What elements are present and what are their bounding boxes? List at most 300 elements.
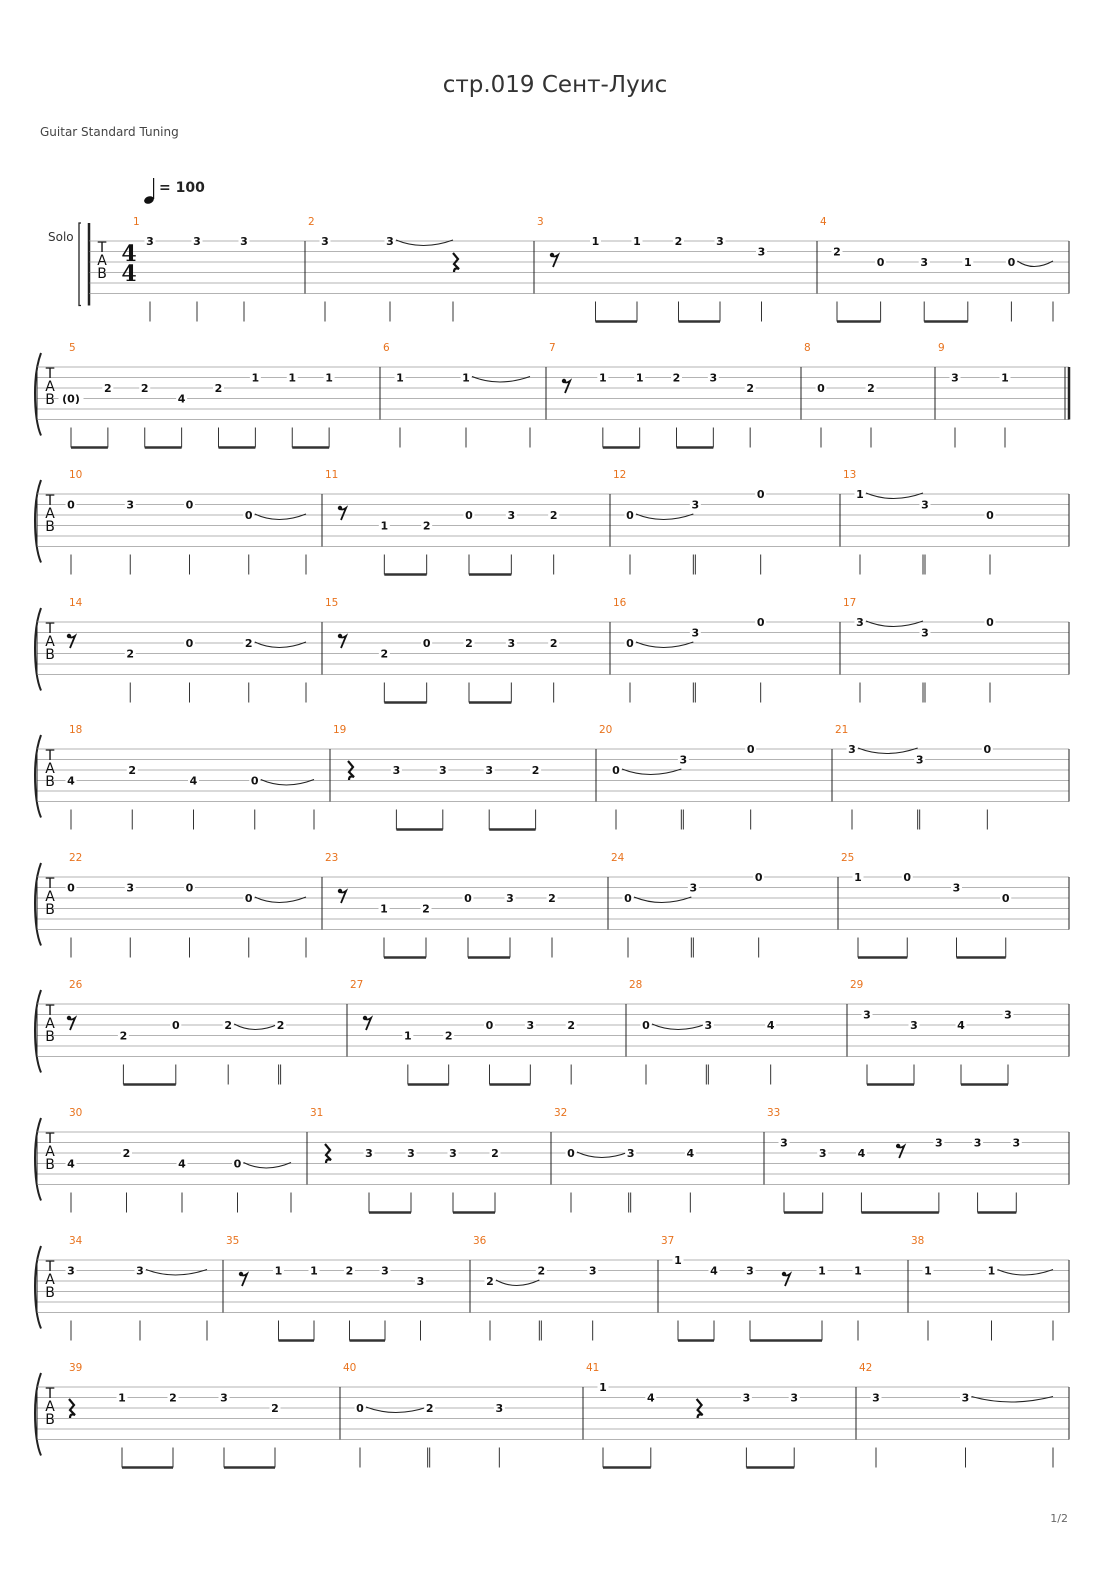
tab-letter-b: B — [97, 266, 107, 282]
eighth-rest-dot — [67, 634, 71, 638]
measure-number: 42 — [859, 1362, 873, 1374]
fret-number: 3 — [780, 1136, 788, 1150]
tab-letter-t: T — [45, 1259, 55, 1275]
fret-number: 3 — [915, 753, 924, 767]
fret-number: 3 — [485, 764, 494, 777]
fret-number: 1 — [591, 235, 600, 248]
fret-number: 0 — [356, 1402, 364, 1415]
fret-number: 2 — [548, 892, 556, 905]
fret-number: 1 — [310, 1264, 318, 1278]
measure-19 — [333, 724, 541, 830]
fret-number: 3 — [365, 1147, 373, 1160]
tab-letter-b: B — [45, 1285, 55, 1301]
fret-number: 1 — [818, 1264, 826, 1278]
fret-number: 2 — [122, 1147, 131, 1160]
fret-number: 3 — [689, 881, 698, 895]
measure-20 — [599, 724, 756, 830]
system-brace — [35, 1118, 41, 1201]
fret-number: 3 — [416, 1275, 425, 1288]
fret-number: 1 — [854, 1264, 862, 1278]
tab-system-9 — [35, 1235, 1069, 1341]
measure-30 — [66, 1107, 292, 1213]
tab-letter-b: B — [45, 1412, 55, 1428]
measure-3 — [537, 216, 767, 322]
fret-number: 3 — [126, 881, 135, 895]
system-bracket — [79, 223, 81, 306]
fret-number: 1 — [924, 1264, 932, 1278]
eighth-rest-dot — [562, 379, 566, 383]
fret-number: 2 — [422, 902, 430, 916]
fret-number: 3 — [386, 235, 394, 248]
tab-letter-a: A — [45, 1399, 55, 1415]
fret-number: 2 — [486, 1275, 494, 1288]
measure-number: 16 — [613, 597, 627, 609]
tab-letter-a: A — [45, 1272, 55, 1288]
fret-number: 2 — [128, 764, 137, 777]
measure-number: 25 — [841, 852, 855, 864]
measure-number: 40 — [343, 1362, 357, 1374]
fret-number: 0 — [756, 488, 765, 501]
measure-8 — [804, 342, 877, 448]
system-brace — [35, 1373, 41, 1456]
fret-number: 0 — [746, 743, 755, 756]
system-brace — [35, 480, 41, 563]
fret-number: 0 — [465, 509, 473, 522]
fret-number: 1 — [987, 1264, 996, 1278]
fret-number: 0 — [903, 871, 912, 884]
fret-number: 4 — [646, 1391, 655, 1405]
tab-letter-a: A — [45, 506, 55, 522]
measure-number: 11 — [325, 469, 339, 481]
fret-number: 0 — [464, 892, 472, 905]
fret-number: 3 — [716, 235, 724, 248]
measure-5 — [59, 342, 335, 448]
tab-system-1 — [79, 216, 1069, 322]
measure-number: 39 — [69, 1362, 83, 1374]
fret-number: 2 — [345, 1264, 354, 1278]
measure-1 — [133, 216, 250, 322]
fret-number: 3 — [381, 1264, 389, 1278]
fret-number: 2 — [746, 382, 754, 395]
fret-number: 2 — [672, 371, 681, 385]
fret-number: 2 — [867, 382, 875, 395]
fret-number: 2 — [104, 382, 112, 395]
fret-number: 2 — [549, 637, 558, 650]
time-signature-top: 4 — [121, 241, 137, 267]
fret-number: 0 — [876, 256, 885, 269]
fret-number: 3 — [910, 1019, 918, 1032]
fret-number: 4 — [189, 774, 198, 788]
fret-number: 2 — [169, 1391, 177, 1405]
fret-number: 1 — [325, 371, 333, 385]
fret-number: 3 — [742, 1391, 751, 1405]
fret-number: (0) — [62, 392, 80, 406]
fret-number: 2 — [567, 1019, 575, 1032]
fret-number: 1 — [288, 371, 297, 385]
measure-40 — [343, 1362, 505, 1468]
fret-number: 0 — [626, 509, 634, 522]
tab-letter-b: B — [45, 774, 55, 790]
fret-number: 3 — [921, 626, 929, 640]
tab-letter-a: A — [45, 1144, 55, 1160]
tab-letter-a: A — [45, 889, 55, 905]
measure-22 — [66, 852, 307, 958]
tab-letter-t: T — [45, 876, 55, 892]
eighth-rest-dot — [550, 253, 554, 257]
measure-12 — [613, 469, 766, 575]
fret-number: 3 — [920, 256, 929, 269]
fret-number: 1 — [404, 1029, 412, 1043]
fret-number: 0 — [244, 509, 253, 522]
fret-number: 1 — [462, 371, 470, 385]
tab-system-7 — [35, 979, 1069, 1085]
measure-4 — [820, 216, 1053, 322]
tab-system-10 — [35, 1362, 1069, 1468]
fret-number: 2 — [444, 1029, 453, 1043]
fret-number: 3 — [67, 1264, 75, 1278]
tab-system-5 — [35, 724, 1069, 830]
fret-number: 2 — [425, 1402, 434, 1415]
fret-number: 3 — [507, 637, 516, 650]
measure-24 — [611, 852, 764, 958]
fret-number: 1 — [396, 371, 404, 385]
fret-number: 2 — [271, 1402, 279, 1415]
fret-number: 4 — [686, 1147, 695, 1160]
fret-number: 0 — [756, 616, 765, 629]
fret-number: 4 — [178, 1157, 186, 1171]
fret-number: 3 — [220, 1391, 228, 1405]
fret-number: 1 — [380, 902, 388, 916]
fret-number: 0 — [817, 382, 825, 395]
tab-letter-t: T — [45, 621, 55, 637]
system-brace — [35, 353, 41, 436]
fret-number: 1 — [118, 1391, 126, 1405]
measure-15 — [325, 597, 559, 703]
fret-number: 3 — [507, 509, 516, 522]
fret-number: 3 — [935, 1136, 943, 1150]
measure-number: 28 — [629, 979, 643, 991]
measure-16 — [613, 597, 766, 703]
tab-letter-b: B — [45, 392, 55, 408]
eighth-rest-dot — [782, 1272, 786, 1276]
measure-number: 13 — [843, 469, 857, 481]
measure-25 — [841, 852, 1011, 958]
measure-29 — [850, 979, 1014, 1085]
fret-number: 0 — [422, 637, 431, 650]
tab-letter-a: A — [97, 253, 107, 269]
fret-number: 1 — [635, 371, 644, 385]
fret-number: 3 — [961, 1391, 970, 1405]
measure-number: 37 — [661, 1235, 675, 1247]
fret-number: 3 — [126, 498, 135, 512]
system-brace — [35, 863, 41, 946]
measure-number: 14 — [69, 597, 83, 609]
measure-27 — [350, 979, 577, 1085]
measure-36 — [473, 1235, 598, 1341]
measure-number: 33 — [767, 1107, 781, 1119]
fret-number: 2 — [126, 647, 135, 661]
fret-number: 3 — [757, 245, 766, 259]
measure-21 — [835, 724, 993, 830]
measure-26 — [67, 979, 286, 1085]
fret-number: 4 — [857, 1147, 866, 1160]
fret-number: 2 — [422, 519, 431, 533]
fret-number: 0 — [1007, 256, 1016, 269]
fret-number: 0 — [244, 892, 253, 905]
measure-number: 26 — [69, 979, 83, 991]
fret-number: 0 — [986, 509, 994, 522]
measure-number: 21 — [835, 724, 849, 736]
eighth-rest-dot — [338, 506, 342, 510]
fret-number: 3 — [921, 498, 929, 512]
fret-number: 2 — [224, 1019, 233, 1032]
measure-number: 4 — [820, 216, 827, 228]
measure-number: 9 — [938, 342, 945, 354]
fret-number: 2 — [833, 245, 841, 259]
measure-number: 27 — [350, 979, 364, 991]
fret-number: 3 — [626, 1147, 635, 1160]
fret-number: 4 — [67, 1157, 75, 1171]
system-brace — [35, 1246, 41, 1329]
measure-number: 31 — [310, 1107, 324, 1119]
fret-number: 2 — [244, 637, 253, 650]
measure-14 — [67, 597, 306, 703]
fret-number: 1 — [854, 871, 862, 884]
measure-number: 2 — [308, 216, 315, 228]
fret-number: 0 — [754, 871, 763, 884]
measure-number: 20 — [599, 724, 613, 736]
tab-letter-t: T — [45, 1386, 55, 1402]
measure-number: 5 — [69, 342, 76, 354]
measure-6 — [383, 342, 530, 448]
measure-number: 30 — [69, 1107, 83, 1119]
measure-37 — [661, 1235, 864, 1341]
tab-letter-b: B — [45, 1029, 55, 1045]
tab-system-8 — [35, 1107, 1069, 1213]
fret-number: 1 — [251, 371, 260, 385]
fret-number: 3 — [704, 1019, 713, 1032]
measure-23 — [325, 852, 558, 958]
quarter-rest-icon — [348, 761, 354, 780]
fret-number: 2 — [531, 764, 540, 777]
fret-number: 3 — [709, 371, 718, 385]
fret-number: 3 — [818, 1147, 827, 1160]
measure-number: 12 — [613, 469, 627, 481]
fret-number: 4 — [766, 1019, 775, 1032]
tab-letter-t: T — [45, 493, 55, 509]
tab-letter-t: T — [97, 240, 107, 256]
fret-number: 0 — [67, 881, 75, 895]
fret-number: 3 — [1004, 1008, 1012, 1022]
fret-number: 4 — [710, 1264, 718, 1278]
fret-number: 1 — [674, 1254, 682, 1267]
fret-number: 2 — [491, 1147, 499, 1160]
eighth-rest-dot — [896, 1144, 900, 1148]
fret-number: 3 — [146, 235, 154, 248]
fret-number: 3 — [321, 235, 329, 248]
fret-number: 3 — [973, 1136, 982, 1150]
eighth-rest-dot — [239, 1272, 243, 1276]
fret-number: 0 — [612, 764, 620, 777]
fret-number: 4 — [957, 1019, 965, 1032]
tab-letter-b: B — [45, 519, 55, 535]
tab-letter-b: B — [45, 647, 55, 663]
fret-number: 3 — [392, 764, 401, 777]
measure-number: 29 — [850, 979, 864, 991]
fret-number: 2 — [140, 382, 149, 395]
fret-number: 3 — [691, 498, 700, 512]
measure-39 — [69, 1362, 281, 1468]
track-name: Solo — [48, 230, 74, 244]
fret-number: 2 — [674, 235, 683, 248]
fret-number: 0 — [642, 1019, 650, 1032]
fret-number: 2 — [549, 509, 558, 522]
measure-2 — [308, 216, 459, 322]
eighth-rest-dot — [338, 889, 342, 893]
fret-number: 3 — [240, 235, 248, 248]
measure-7 — [549, 342, 756, 448]
measure-number: 22 — [69, 852, 83, 864]
measure-35 — [226, 1235, 426, 1341]
fret-number: 3 — [449, 1147, 457, 1160]
measure-number: 24 — [611, 852, 625, 864]
fret-number: 0 — [67, 498, 75, 512]
tuning-label: Guitar Standard Tuning — [40, 125, 179, 139]
fret-number: 2 — [537, 1264, 546, 1278]
measure-9 — [938, 342, 1011, 448]
fret-number: 3 — [691, 626, 700, 640]
measure-13 — [843, 469, 996, 575]
fret-number: 4 — [177, 392, 186, 406]
fret-number: 3 — [193, 235, 201, 248]
measure-18 — [66, 724, 315, 830]
fret-number: 0 — [250, 774, 259, 788]
fret-number: 1 — [274, 1264, 283, 1278]
measure-28 — [629, 979, 776, 1085]
fret-number: 1 — [963, 256, 972, 269]
measure-number: 6 — [383, 342, 390, 354]
fret-number: 0 — [1001, 892, 1010, 905]
fret-number: 3 — [952, 881, 961, 895]
fret-number: 3 — [136, 1264, 144, 1278]
fret-number: 2 — [276, 1019, 285, 1032]
fret-number: 3 — [438, 764, 447, 777]
fret-number: 3 — [679, 753, 688, 767]
fret-number: 1 — [599, 1381, 607, 1394]
fret-number: 1 — [599, 371, 607, 385]
tempo-marking: = 100 — [159, 180, 205, 196]
measure-number: 34 — [69, 1235, 83, 1247]
measure-41 — [586, 1362, 800, 1468]
measure-number: 3 — [537, 216, 544, 228]
measure-number: 1 — [133, 216, 140, 228]
measure-42 — [859, 1362, 1053, 1468]
measure-number: 23 — [325, 852, 339, 864]
fret-number: 2 — [119, 1029, 128, 1043]
fret-number: 0 — [185, 637, 194, 650]
measure-number: 10 — [69, 469, 83, 481]
fret-number: 2 — [465, 637, 473, 650]
system-brace — [35, 990, 41, 1073]
quarter-rest-icon — [453, 253, 459, 272]
measure-number: 7 — [549, 342, 556, 354]
measure-38 — [911, 1235, 1053, 1341]
tab-system-3 — [35, 469, 1069, 575]
fret-number: 0 — [233, 1157, 242, 1171]
fret-number: 3 — [790, 1391, 799, 1405]
system-brace — [35, 608, 41, 691]
fret-number: 3 — [848, 743, 856, 756]
tab-letter-b: B — [45, 1157, 55, 1173]
fret-number: 3 — [588, 1264, 597, 1278]
fret-number: 3 — [746, 1264, 754, 1278]
measure-number: 8 — [804, 342, 811, 354]
tab-letter-a: A — [45, 634, 55, 650]
system-brace — [35, 735, 41, 818]
measure-34 — [66, 1235, 208, 1341]
fret-number: 0 — [986, 616, 994, 629]
page-number: 1/2 — [1050, 1512, 1068, 1525]
measure-number: 19 — [333, 724, 347, 736]
tab-letter-t: T — [45, 748, 55, 764]
fret-number: 3 — [872, 1391, 880, 1405]
fret-number: 4 — [67, 774, 75, 788]
fret-number: 3 — [1012, 1136, 1021, 1150]
fret-number: 2 — [214, 382, 223, 395]
fret-number: 0 — [185, 881, 194, 895]
fret-number: 1 — [1001, 371, 1009, 385]
measure-number: 35 — [226, 1235, 240, 1247]
fret-number: 0 — [485, 1019, 494, 1032]
eighth-rest-dot — [338, 634, 342, 638]
measure-number: 18 — [69, 724, 83, 736]
tab-letter-t: T — [45, 1003, 55, 1019]
quarter-rest-icon — [69, 1399, 75, 1418]
fret-number: 3 — [495, 1402, 504, 1415]
measure-33 — [767, 1107, 1022, 1213]
tab-system-4 — [35, 597, 1069, 703]
measure-number: 38 — [911, 1235, 925, 1247]
fret-number: 1 — [380, 519, 389, 533]
fret-number: 0 — [983, 743, 992, 756]
fret-number: 1 — [856, 488, 864, 501]
eighth-rest-dot — [363, 1016, 367, 1020]
tab-letter-a: A — [45, 761, 55, 777]
measure-10 — [66, 469, 307, 575]
fret-number: 3 — [407, 1147, 415, 1160]
fret-number: 3 — [526, 1019, 535, 1032]
tab-letter-b: B — [45, 902, 55, 918]
fret-number: 1 — [633, 235, 641, 248]
tab-letter-t: T — [45, 1131, 55, 1147]
fret-number: 3 — [506, 892, 514, 905]
tab-letter-a: A — [45, 379, 55, 395]
fret-number: 0 — [171, 1019, 180, 1032]
measure-number: 32 — [554, 1107, 568, 1119]
measure-number: 36 — [473, 1235, 487, 1247]
tab-system-6 — [35, 852, 1069, 958]
measure-number: 15 — [325, 597, 339, 609]
tab-system-2 — [35, 342, 1069, 448]
song-title: стр.019 Сент-Луис — [442, 72, 668, 98]
quarter-rest-icon — [325, 1144, 331, 1163]
fret-number: 3 — [951, 371, 959, 385]
measure-11 — [325, 469, 559, 575]
measure-17 — [843, 597, 996, 703]
fret-number: 0 — [626, 637, 634, 650]
eighth-rest-dot — [67, 1016, 71, 1020]
measure-32 — [554, 1107, 696, 1213]
